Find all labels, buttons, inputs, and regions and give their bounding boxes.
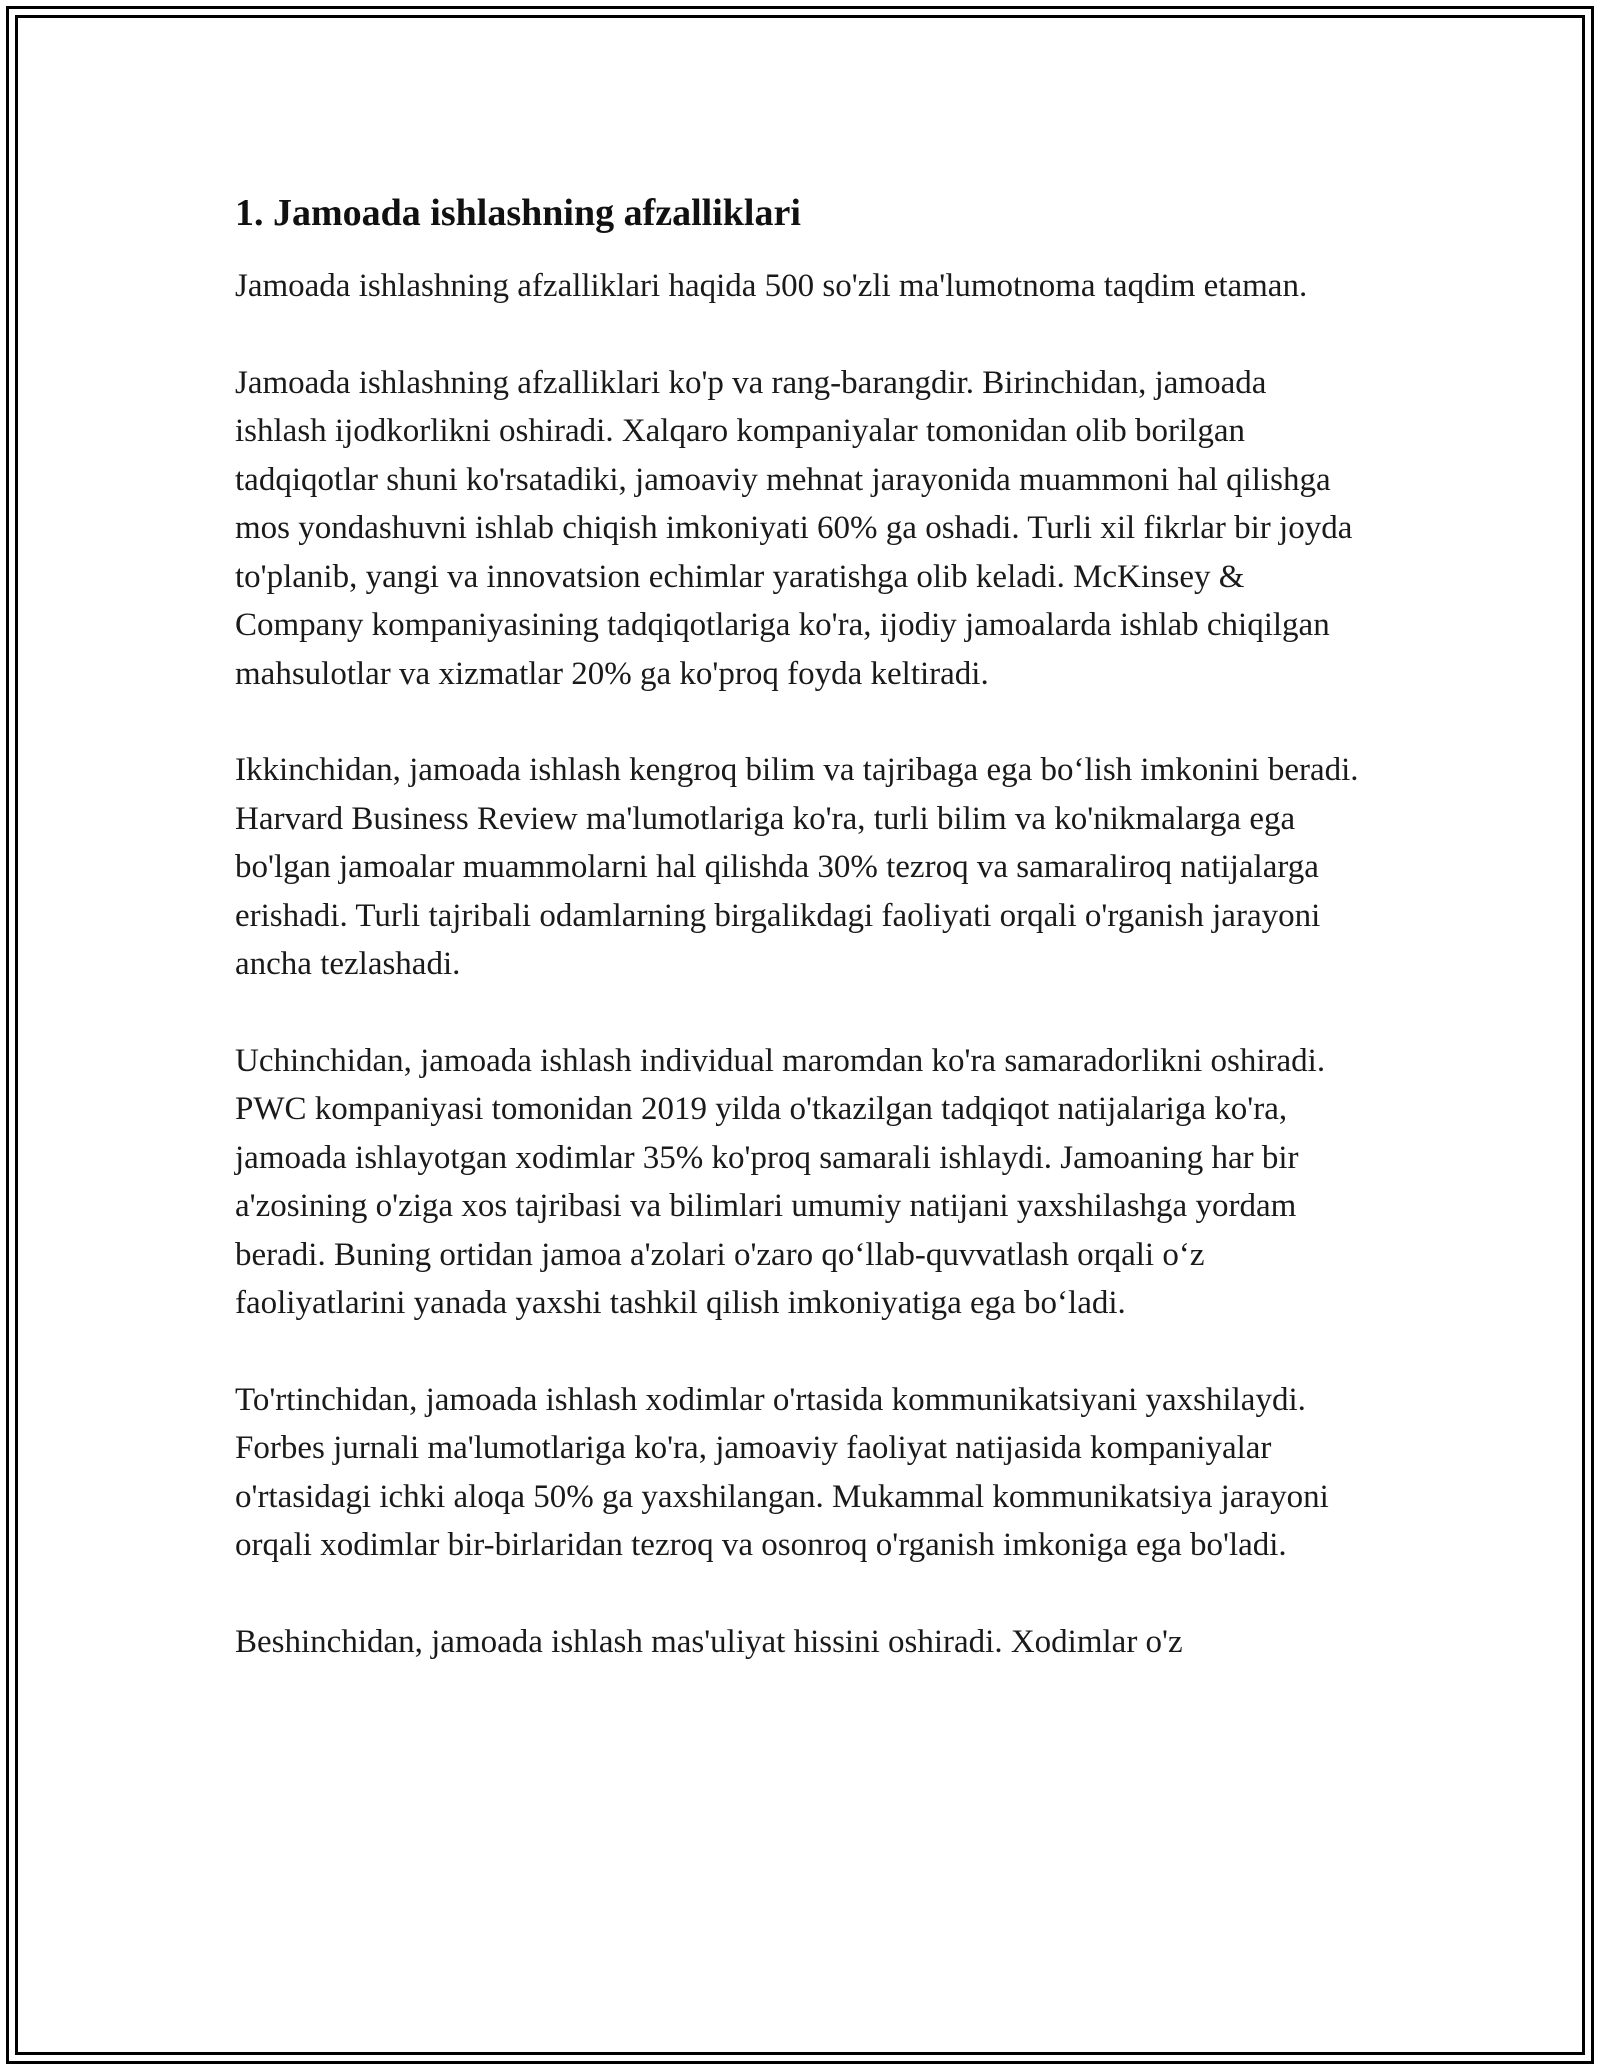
section-heading: 1. Jamoada ishlashning afzalliklari — [235, 192, 801, 234]
paragraph-first-advantage: Jamoada ishlashning afzalliklari ko'p va rang-barangdir. Birinchidan, jamoada ishlash ijodkorlikni oshiradi. Xalqaro kompaniyalar tomonidan olib borilgan tadqiqotlar shuni ko'rsatadiki, jamoaviy mehnat jarayonida muammoni hal qilishga mos yondashuvni ishlab chiqish imkoniyati 60% ga oshadi. Turli xil fikrlar bir joyda to'planib, yangi va innovatsion echimlar yaratishga olib keladi. McKinsey & Company kompaniyasining tadqiqotlariga ko'ra, ijodiy jamoalarda ishlab chiqilgan mahsulotlar va xizmatlar 20% ga ko'proq foyda keltiradi. — [235, 364, 1353, 692]
paragraph-fourth-advantage: To'rtinchidan, jamoada ishlash xodimlar o'rtasida kommunikatsiyani yaxshilaydi. Forbes jurnali ma'lumotlariga ko'ra, jamoaviy faoliyat natijasida kompaniyalar o'rtasidagi ichki aloqa 50% ga yaxshilangan. Mukammal kommunikatsiya jarayoni orqali xodimlar bir-birlaridan tezroq va osonroq o'rganish imkoniga ega bo'ladi. — [235, 1381, 1329, 1563]
paragraph-third-advantage: Uchinchidan, jamoada ishlash individual maromdan ko'ra samaradorlikni oshiradi. PWC kompaniyasi tomonidan 2019 yilda o'tkazilgan tadqiqot natijalariga ko'ra, jamoada ishlayotgan xodimlar 35% ko'proq samarali ishlaydi. Jamoaning har bir a'zosining o'ziga xos tajribasi va bilimlari umumiy natijani yaxshilashga yordam beradi. Buning ortidan jamoa a'zolari o'zaro qo‘llab-quvvatlash orqali o‘z faoliyatlarini yanada yaxshi tashkil qilish imkoniyatiga ega bo‘ladi. — [235, 1042, 1326, 1321]
document-body — [235, 188, 1365, 1714]
paragraph-fifth-advantage: Beshinchidan, jamoada ishlash mas'uliyat hissini oshiradi. Xodimlar o'z — [235, 1623, 1183, 1660]
paragraph-second-advantage: Ikkinchidan, jamoada ishlash kengroq bilim va tajribaga ega bo‘lish imkonini beradi. Harvard Business Review ma'lumotlariga ko'ra, turli bilim va ko'nikmalarga ega bo'lgan jamoalar muammolarni hal qilishda 30% tezroq va samaraliroq natijalarga erishadi. Turli tajribali odamlarning birgalikdagi faoliyati orqali o'rganish jarayoni ancha tezlashadi. — [235, 752, 1359, 982]
intro-paragraph: Jamoada ishlashning afzalliklari haqida 500 so'zli ma'lumotnoma taqdim etaman. — [235, 268, 1308, 304]
